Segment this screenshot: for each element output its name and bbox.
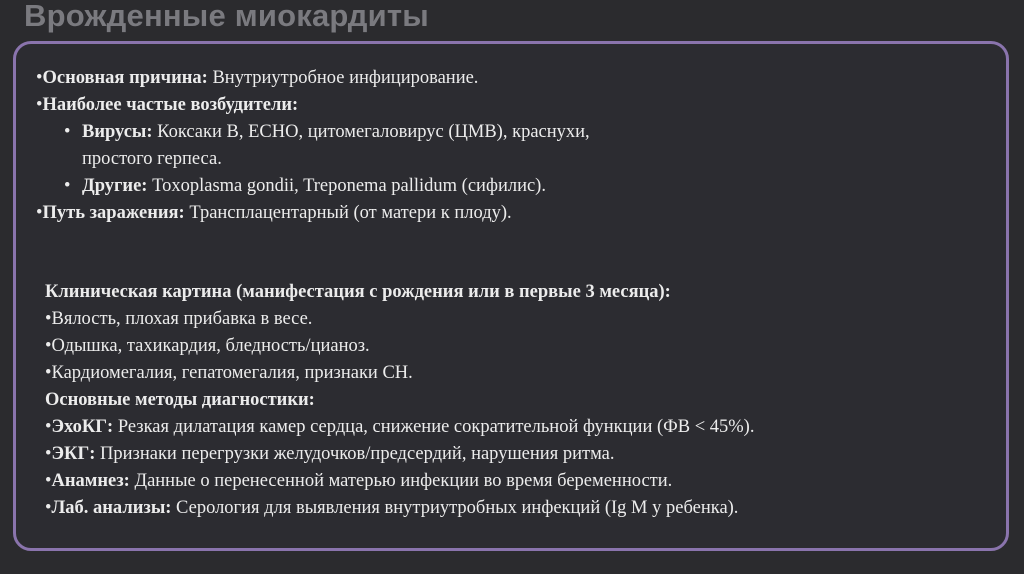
diagnostic-text: Серология для выявления внутриутробных инфекций (Ig M у ребенка). (171, 498, 739, 518)
slide-title: Врожденные миокардиты (24, 0, 429, 33)
bullet: • (36, 95, 43, 115)
others-label: Другие: (82, 176, 148, 196)
viruses-continuation: простого герпеса. (82, 149, 222, 169)
pathogens-label: Наиболее частые возбудители: (42, 95, 299, 115)
route-label: Путь заражения: (42, 203, 185, 223)
others-item (36, 173, 736, 200)
diagnostics-heading: Основные методы диагностики: (45, 390, 315, 410)
bullet: • (45, 417, 52, 437)
bullet: • (45, 471, 52, 491)
clinic-heading: Клиническая картина (манифестация с рождения или в первые 3 месяца): (45, 282, 671, 302)
sub-bullet: • (64, 176, 71, 196)
main-cause-item (36, 65, 736, 92)
diagnostic-item-lab (45, 495, 975, 522)
diagnostic-label: ЭКГ: (51, 444, 96, 464)
symptom-item: •Кардиомегалия, гепатомегалия, признаки СН. (45, 363, 413, 383)
diagnostic-text: Признаки перегрузки желудочков/предсердий, нарушения ритма. (95, 444, 615, 464)
pathogens-item (36, 92, 736, 119)
route-text: Трансплацентарный (от матери к плоду). (184, 203, 512, 223)
diagnostic-label: Лаб. анализы: (51, 498, 172, 518)
diagnostic-item-ecg (45, 441, 975, 468)
diagnostic-item-echo (45, 414, 975, 441)
others-text: Toxoplasma gondii, Treponema pallidum (сифилис). (147, 176, 546, 196)
bullet: • (45, 444, 52, 464)
diagnostic-label: Анамнез: (51, 471, 130, 491)
viruses-label: Вирусы: (82, 122, 153, 142)
bullet: • (36, 68, 43, 88)
symptom-item: •Одышка, тахикардия, бледность/цианоз. (45, 336, 370, 356)
bullet: • (36, 203, 43, 223)
diagnostic-text: Резкая дилатация камер сердца, снижение сократительной функции (ФВ < 45%). (113, 417, 755, 437)
diagnostic-item-anamnesis (45, 468, 975, 495)
diagnostic-label: ЭхоКГ: (51, 417, 114, 437)
symptom-item: •Вялость, плохая прибавка в весе. (45, 309, 313, 329)
viruses-text: Коксаки В, ЕСНО, цитомегаловирус (ЦМВ), краснухи, (152, 122, 590, 142)
sub-bullet: • (64, 122, 71, 142)
route-item (36, 200, 736, 227)
bullet: • (45, 498, 52, 518)
causes-block (36, 65, 736, 227)
diagnostic-text: Данные о перенесенной матерью инфекции во время беременности. (129, 471, 673, 491)
viruses-item (36, 119, 736, 146)
content-box (13, 41, 1009, 551)
clinic-block (45, 279, 975, 522)
main-cause-text: Внутриутробное инфицирование. (207, 68, 479, 88)
main-cause-label: Основная причина: (42, 68, 208, 88)
